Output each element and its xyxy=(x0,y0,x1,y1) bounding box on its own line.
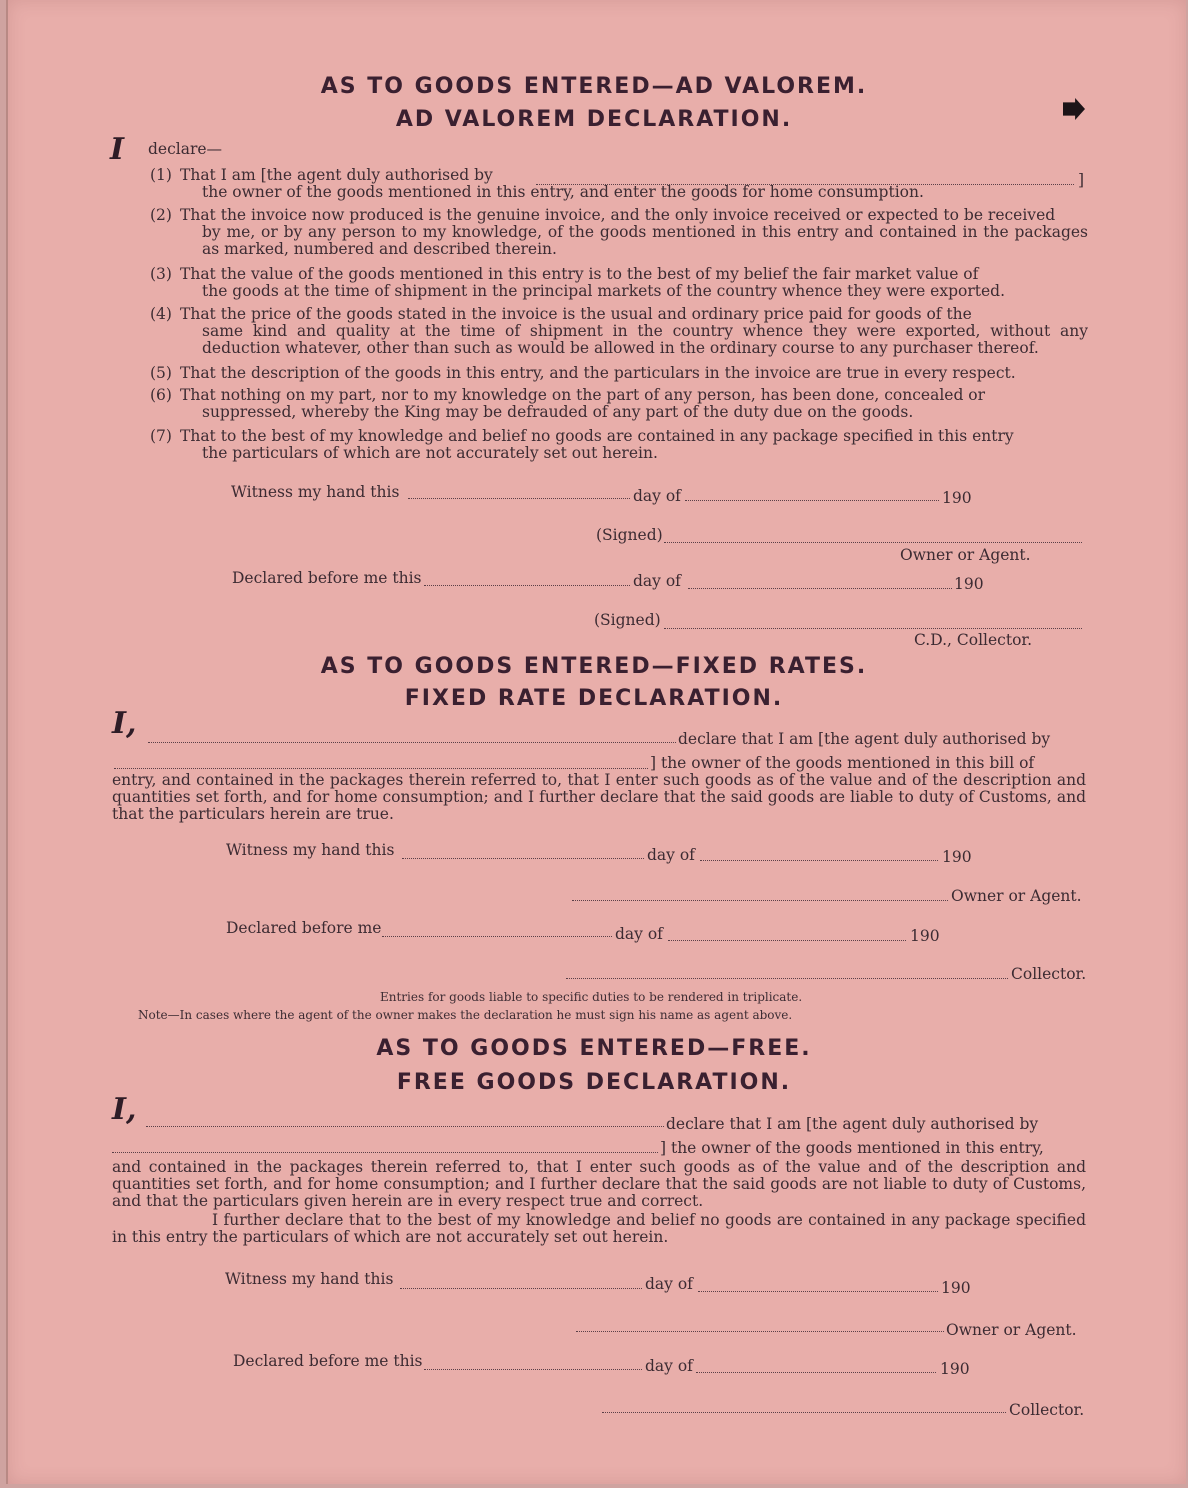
item-line: That the description of the goods in this entry, and the particulars in the invoice are true in every respect. xyxy=(180,364,1016,382)
section1-title: AS TO GOODS ENTERED—AD VALOREM. xyxy=(320,74,868,99)
declaration-item xyxy=(150,207,1088,258)
item-number: (7) xyxy=(150,427,172,445)
item-continuation: the owner of the goods mentioned in this entry, and enter the goods for home consumption. xyxy=(202,183,924,201)
year-label: 190 xyxy=(942,848,972,866)
item-continuation: the particulars of which are not accurately set out herein. xyxy=(202,444,658,462)
section2-title: AS TO GOODS ENTERED—FIXED RATES. xyxy=(320,654,868,679)
declared-day-blank[interactable] xyxy=(424,585,630,586)
agent-name-blank[interactable] xyxy=(536,184,1074,185)
owner-agent-label: Owner or Agent. xyxy=(951,887,1082,905)
initial-letter: I, xyxy=(112,1092,137,1127)
witness-label: Witness my hand this xyxy=(231,483,400,501)
section3-subtitle: FREE GOODS DECLARATION. xyxy=(396,1070,792,1095)
item-line: That nothing on my part, nor to my knowledge on the part of any person, has been done, concealed or xyxy=(180,386,986,404)
day-of-label: day of xyxy=(645,1275,693,1293)
item-line: That the invoice now produced is the genuine invoice, and the only invoice received or expected to be received xyxy=(180,206,1056,224)
declaration-item xyxy=(150,387,1088,421)
bracket-close: ] xyxy=(1078,171,1085,189)
declarant-name-blank[interactable] xyxy=(146,1126,664,1127)
year-label: 190 xyxy=(910,927,940,945)
declared-day-blank[interactable] xyxy=(382,936,612,937)
owner-signature-blank[interactable] xyxy=(576,1331,944,1332)
signature-blank[interactable] xyxy=(664,542,1082,543)
collector-signature-blank[interactable] xyxy=(602,1412,1006,1413)
declaration-item xyxy=(150,365,1088,382)
declared-label: Declared before me this xyxy=(232,569,422,587)
item-line: That to the best of my knowledge and belief no goods are contained in any package specified in this entry xyxy=(180,427,1014,445)
item-number: (5) xyxy=(150,364,172,382)
witness-month-blank[interactable] xyxy=(698,1291,938,1292)
declared-month-blank[interactable] xyxy=(696,1372,936,1373)
declaration-paragraph: entry, and contained in the packages therein referred to, that I enter such goods as of the value and of the description and quantities set forth, and for home consumption; and I further declare that the said goods are liable to duty of Customs, and that the particulars herein are true. xyxy=(112,771,1086,823)
signed-label: (Signed) xyxy=(596,526,663,544)
day-of-label: day of xyxy=(647,846,695,864)
principal-name-blank[interactable] xyxy=(114,768,648,769)
section1-subtitle: AD VALOREM DECLARATION. xyxy=(395,107,793,132)
item-number: (1) xyxy=(150,166,172,184)
owner-signature-blank[interactable] xyxy=(572,900,948,901)
declare-line: declare that I am [the agent duly authorised by xyxy=(666,1115,1039,1133)
item-continuation: same kind and quality at the time of shipment in the country whence they were exported, without any deduction whatever, other than such as would be allowed in the ordinary course to any purchaser thereof. xyxy=(202,322,1088,357)
triplicate-note: Entries for goods liable to specific duties to be rendered in triplicate. xyxy=(380,990,803,1004)
initial-letter: I, xyxy=(112,706,137,741)
declaration-item xyxy=(150,306,1088,357)
initial-letter: I xyxy=(110,132,125,167)
section3-title: AS TO GOODS ENTERED—FREE. xyxy=(376,1036,812,1061)
day-of-label: day of xyxy=(615,925,663,943)
declared-label: Declared before me this xyxy=(233,1352,423,1370)
witness-label: Witness my hand this xyxy=(225,1270,394,1288)
declarant-name-blank[interactable] xyxy=(148,742,676,743)
declared-month-blank[interactable] xyxy=(688,588,952,589)
owner-agent-label: Owner or Agent. xyxy=(900,546,1031,564)
year-label: 190 xyxy=(941,1279,971,1297)
day-of-label: day of xyxy=(645,1357,693,1375)
section2-subtitle: FIXED RATE DECLARATION. xyxy=(404,686,784,711)
further-declaration-paragraph: I further declare that to the best of my knowledge and belief no goods are contained in any package specified in this entry the particulars of which are not accurately set out herein. xyxy=(112,1211,1086,1246)
year-label: 190 xyxy=(942,489,972,507)
year-label: 190 xyxy=(954,575,984,593)
item-line: That I am [the agent duly authorised by xyxy=(180,166,493,184)
item-continuation: by me, or by any person to my knowledge, of the goods mentioned in this entry and contained in the packages as marked, numbered and described therein. xyxy=(202,223,1088,258)
item-continuation: suppressed, whereby the King may be defrauded of any part of the duty due on the goods. xyxy=(202,403,914,421)
item-number: (3) xyxy=(150,265,172,283)
witness-day-blank[interactable] xyxy=(408,498,630,499)
witness-day-blank[interactable] xyxy=(400,1288,642,1289)
collector-label: Collector. xyxy=(1011,965,1087,983)
day-of-label: day of xyxy=(633,572,681,590)
witness-label: Witness my hand this xyxy=(226,841,395,859)
item-number: (4) xyxy=(150,305,172,323)
principal-name-blank[interactable] xyxy=(112,1152,658,1153)
declaration-item xyxy=(150,428,1088,462)
declaration-paragraph: and contained in the packages therein referred to, that I enter such goods as of the value and of the description and quantities set forth, and for home consumption; and I further declare that the said goods are not liable to duty of Customs, and that the particulars given herein are in every respect true and correct. xyxy=(112,1158,1086,1210)
item-continuation: the goods at the time of shipment in the principal markets of the country whence they were exported. xyxy=(202,282,1006,300)
declare-line: declare that I am [the agent duly authorised by xyxy=(678,730,1051,748)
witness-month-blank[interactable] xyxy=(685,500,939,501)
item-number: (2) xyxy=(150,206,172,224)
witness-day-blank[interactable] xyxy=(402,858,644,859)
owner-agent-label: Owner or Agent. xyxy=(946,1321,1077,1339)
item-line: That the price of the goods stated in the invoice is the usual and ordinary price paid for goods of the xyxy=(180,305,972,323)
agent-note: Note—In cases where the agent of the owner makes the declaration he must sign his name as agent above. xyxy=(138,1008,793,1022)
year-label: 190 xyxy=(940,1360,970,1378)
declare-label: declare— xyxy=(148,140,223,158)
owner-line: ] the owner of the goods mentioned in this entry, xyxy=(660,1139,1044,1157)
collector-label: C.D., Collector. xyxy=(914,631,1033,649)
day-of-label: day of xyxy=(633,487,681,505)
item-line: That the value of the goods mentioned in this entry is to the best of my belief the fair market value of xyxy=(180,265,979,283)
witness-month-blank[interactable] xyxy=(700,860,938,861)
signed-label: (Signed) xyxy=(594,611,661,629)
owner-line: ] the owner of the goods mentioned in this bill of xyxy=(650,754,1035,772)
declared-month-blank[interactable] xyxy=(668,940,906,941)
declared-label: Declared before me xyxy=(226,919,382,937)
collector-label: Collector. xyxy=(1009,1401,1085,1419)
collector-signature-blank[interactable] xyxy=(664,628,1082,629)
declared-day-blank[interactable] xyxy=(424,1369,642,1370)
collector-signature-blank[interactable] xyxy=(566,978,1008,979)
item-number: (6) xyxy=(150,386,172,404)
declaration-item xyxy=(150,266,1088,300)
